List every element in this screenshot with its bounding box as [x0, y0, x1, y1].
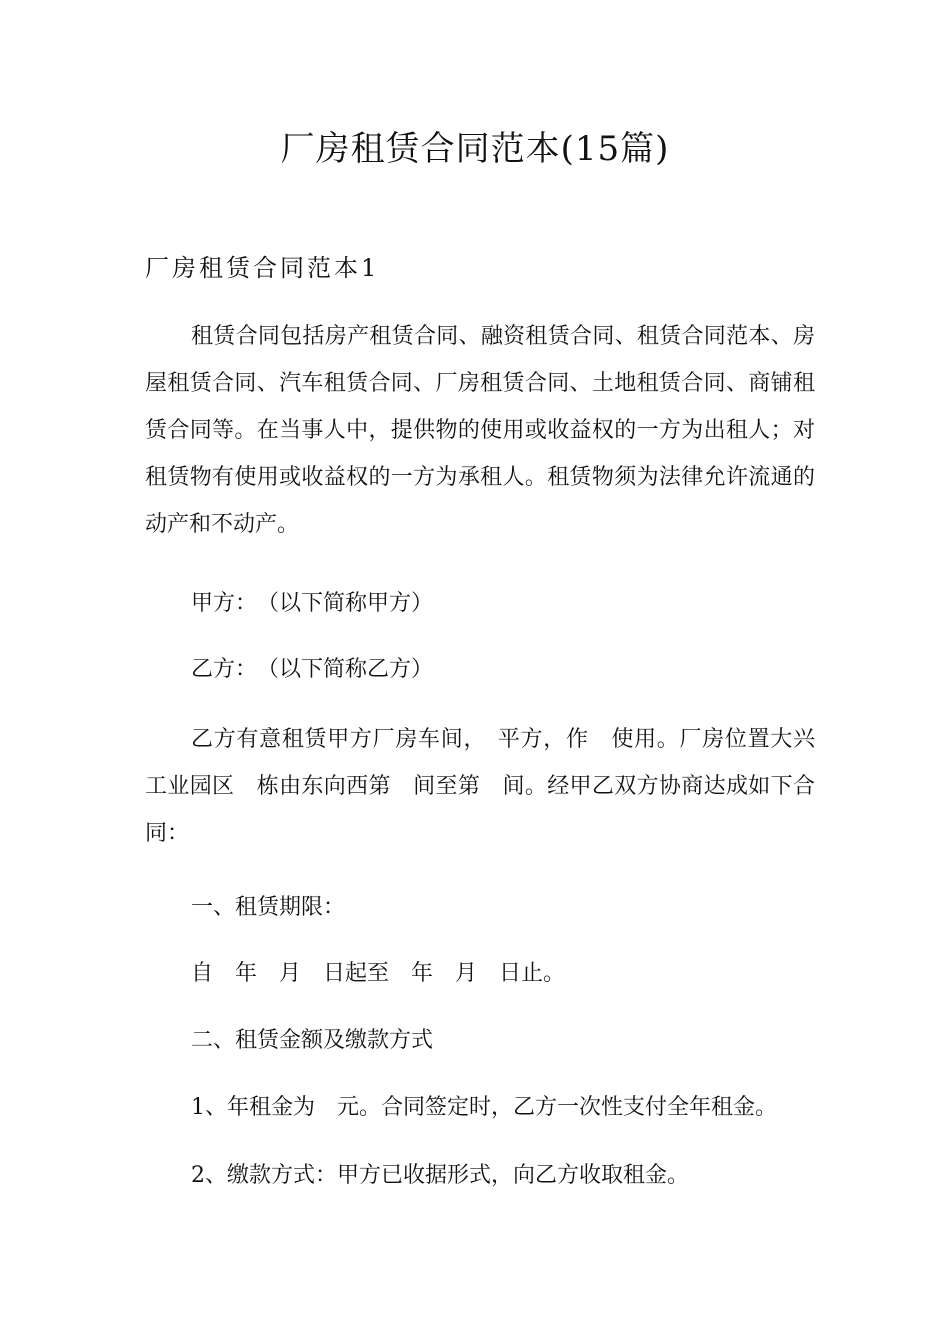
document-title: 厂房租赁合同范本(15篇)	[280, 129, 670, 169]
party-b-line: 乙方： （以下简称乙方）	[191, 657, 434, 682]
section-heading: 厂房租赁合同范本1	[145, 254, 380, 282]
clause2-item1: 1、年租金为 元。合同签定时，乙方一次性支付全年租金。	[191, 1095, 777, 1120]
party-a-line: 甲方： （以下简称甲方）	[191, 591, 434, 616]
clause2-title: 二、租赁金额及缴款方式	[191, 1028, 434, 1053]
purpose-paragraph: 乙方有意租赁甲方厂房车间， 平方，作 使用。厂房位置大兴工业园区 栋由东向西第 间至第 间。经甲乙双方协商达成如下合同：	[145, 727, 815, 846]
intro-paragraph: 租赁合同包括房产租赁合同、融资租赁合同、租赁合同范本、房屋租赁合同、汽车租赁合同、厂房租赁合同、土地租赁合同、商铺租赁合同等。在当事人中，提供物的使用或收益权的一方为出租人；对租赁物有使用或收益权的一方为承租人。租赁物须为法律允许流通的动产和不动产。	[145, 324, 815, 537]
clause2-item2: 2、缴款方式：甲方已收据形式，向乙方收取租金。	[191, 1163, 689, 1188]
clause1-term: 自 年 月 日起至 年 月 日止。	[191, 961, 566, 986]
clause1-title: 一、租赁期限：	[191, 895, 346, 920]
